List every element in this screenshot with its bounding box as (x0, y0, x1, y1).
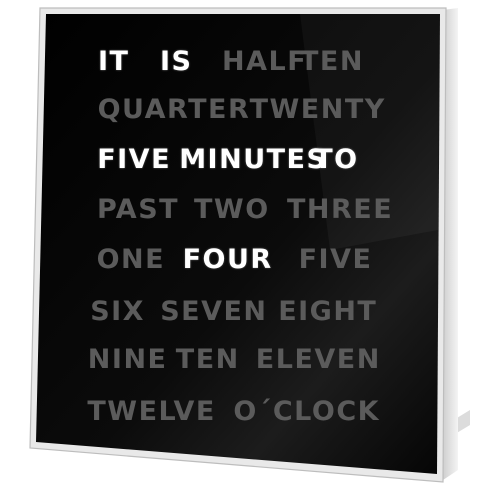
lit-word: IS (160, 46, 193, 77)
unlit-word: THREE (287, 194, 394, 225)
unlit-word: TWELVE (87, 396, 216, 427)
unlit-word: HALF (222, 46, 308, 77)
unlit-word: ONE (96, 244, 166, 275)
word-row (0, 90, 500, 130)
unlit-word: NINE (87, 344, 168, 375)
unlit-word: SIX (90, 296, 145, 327)
word-row (0, 292, 500, 332)
word-row (0, 140, 500, 180)
unlit-word: TEN (300, 46, 364, 77)
unlit-word: EIGHT (278, 296, 378, 327)
unlit-word: ELEVEN (255, 344, 381, 375)
unlit-word: O´CLOCK (233, 396, 381, 427)
lit-word: TO (314, 144, 359, 175)
lit-word: FOUR (182, 244, 273, 275)
lit-word: MINUTES (179, 144, 328, 175)
lit-word: FIVE (97, 144, 172, 175)
lit-word: IT (98, 46, 130, 77)
unlit-word: TEN (175, 344, 240, 375)
word-row (0, 42, 500, 82)
unlit-word: TWO (194, 194, 270, 225)
word-row (0, 240, 500, 280)
unlit-word: SEVEN (160, 296, 268, 327)
word-row (0, 392, 500, 432)
unlit-word: QUARTER (97, 94, 251, 125)
unlit-word: FIVE (298, 244, 373, 275)
unlit-word: PAST (97, 194, 180, 225)
word-row (0, 340, 500, 380)
word-row (0, 190, 500, 230)
unlit-word: TWENTY (249, 94, 386, 125)
